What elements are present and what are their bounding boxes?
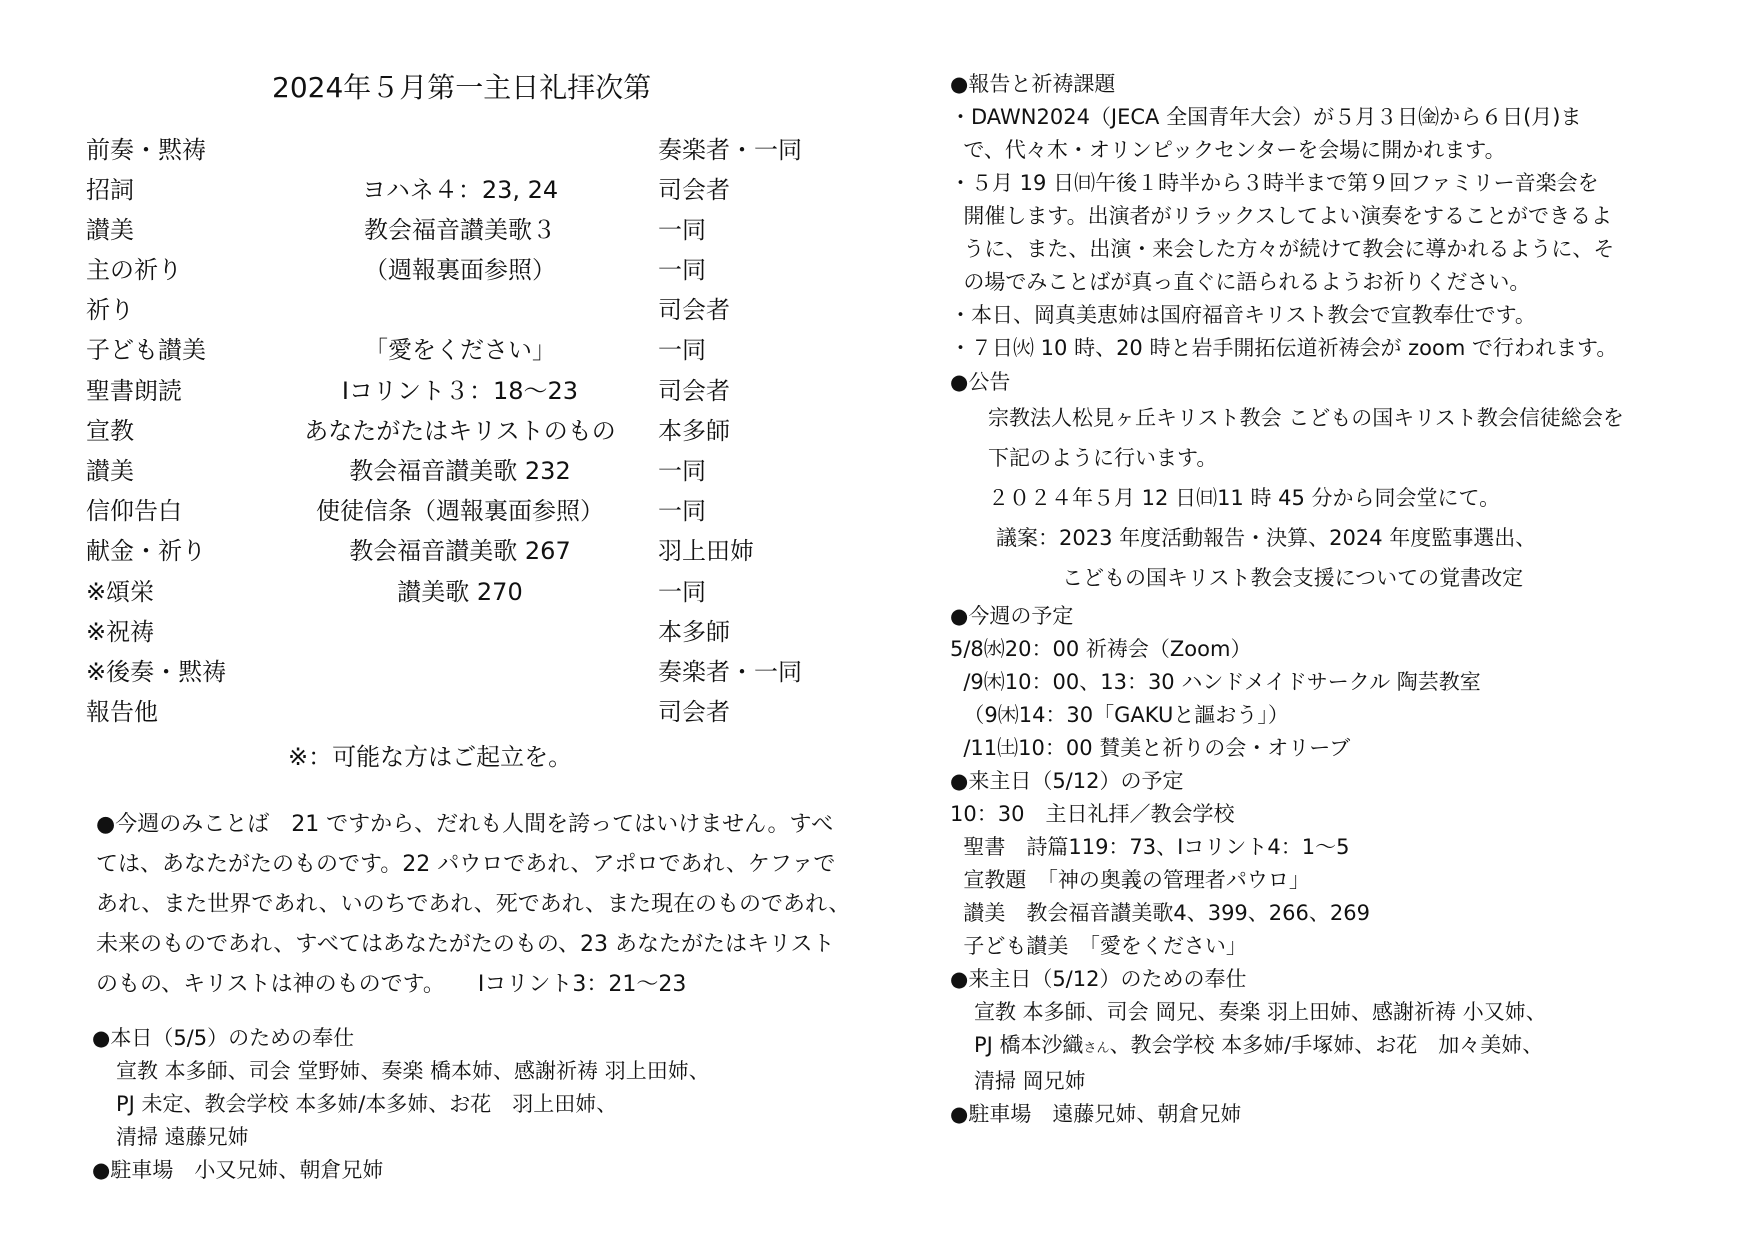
- next-sunday-line: 10：30 主日礼拝／教会学校: [950, 802, 1235, 826]
- order-detail: あなたがたはキリストのもの: [304, 417, 616, 445]
- verse-line: 未来のものであれ、すべてはあなたがたのもの、23 あなたがたはキリスト: [96, 932, 835, 957]
- verse-line: あれ、また世界であれ、いのちであれ、死であれ、また現在のものであれ、: [96, 892, 851, 917]
- week-schedule-heading: ●今週の予定: [950, 604, 1074, 628]
- order-item: 報告他: [86, 698, 158, 726]
- reports-section: [950, 68, 1617, 365]
- order-item: 讃美: [86, 457, 134, 485]
- next-sunday-line: 讃美 教会福音讃美歌4、399、266、269: [950, 901, 1370, 925]
- order-person: 本多師: [658, 417, 730, 445]
- report-line: ・本日、岡真美恵姉は国府福音キリスト教会で宣教奉仕です。: [950, 303, 1536, 327]
- next-sunday-line: 聖書 詩篇119：73、Ⅰコリント4：1〜5: [950, 835, 1350, 859]
- announcement-agenda: こどもの国キリスト教会支援についての覚書改定: [1062, 566, 1524, 590]
- order-person: 司会者: [658, 377, 730, 405]
- announcement-line: 下記のように行います。: [988, 446, 1218, 470]
- next-service-pj: PJ 橋本沙織: [974, 1033, 1084, 1057]
- next-service-line: 清掃 岡兄姉: [974, 1069, 1086, 1093]
- verse-line: のもの、キリストは神のものです。 Ⅰコリント3：21〜23: [96, 972, 687, 997]
- order-detail: （週報裏面参照）: [364, 256, 556, 284]
- order-person: 本多師: [658, 618, 730, 646]
- order-person: 一同: [658, 457, 706, 485]
- order-row: [0, 330, 860, 370]
- order-row: [0, 210, 860, 250]
- order-row: [0, 411, 860, 451]
- report-line: ・７日㈫ 10 時、20 時と岩手開拓伝道祈祷会が zoom で行われます。: [950, 336, 1618, 360]
- weekly-verse: [96, 805, 856, 1005]
- report-line: 開催します。出演者がリラックスしてよい演奏をすることができるよ: [950, 204, 1613, 228]
- order-person: 司会者: [658, 176, 730, 204]
- order-row: [0, 491, 860, 531]
- order-row: [0, 371, 860, 411]
- next-parking: ●駐車場 遠藤兄姉、朝倉兄姉: [950, 1102, 1242, 1126]
- order-detail: 教会福音讃美歌 267: [349, 537, 571, 565]
- order-detail: 使徒信条（週報裏面参照）: [316, 497, 604, 525]
- honorific-small: さん: [1083, 1041, 1110, 1056]
- verse-line: ては、あなたがたのものです。22 パウロであれ、アポロであれ、ケファで: [96, 852, 836, 877]
- order-person: 奏楽者・一同: [658, 136, 802, 164]
- report-line: で、代々木・オリンピックセンターを会場に開かれます。: [950, 138, 1506, 162]
- order-detail: 讃美歌 270: [397, 578, 523, 606]
- order-detail: Ⅰコリント３：18〜23: [341, 377, 579, 405]
- next-sunday-heading: ●来主日（5/12）の予定: [950, 769, 1184, 793]
- today-service-line: 宣教 本多師、司会 堂野姉、奏楽 橋本姉、感謝祈祷 羽上田姉、: [116, 1059, 710, 1083]
- order-detail: 教会福音讃美歌 232: [349, 457, 571, 485]
- next-sunday-line: 子ども讃美 「愛をください」: [950, 934, 1247, 958]
- order-row: [0, 612, 860, 652]
- today-service-section: [92, 1022, 710, 1187]
- schedule-line: /9㈭10：00、13：30 ハンドメイドサークル 陶芸教室: [950, 670, 1481, 694]
- announcement-date: ２０２４年５月 12 日㈰11 時 45 分から同会堂にて。: [988, 486, 1501, 510]
- order-detail: ヨハネ４：23, 24: [361, 176, 559, 204]
- next-service-line: 宣教 本多師、司会 岡兄、奏楽 羽上田姉、感謝祈祷 小又姉、: [974, 1000, 1547, 1024]
- report-line: うに、また、出演・来会した方々が続けて教会に導かれるように、そ: [950, 237, 1615, 261]
- week-schedule-section: [950, 600, 1547, 1131]
- order-row: [0, 130, 860, 170]
- announcement-line: 宗教法人松見ヶ丘キリスト教会 こどもの国キリスト教会信徒総会を: [988, 406, 1624, 430]
- order-item: 主の祈り: [86, 256, 182, 284]
- schedule-line: （9㈭14：30「GAKUと謳おう」）: [950, 703, 1289, 727]
- order-item: ※祝祷: [86, 618, 155, 646]
- order-item: 献金・祈り: [86, 537, 206, 565]
- today-service-line: PJ 未定、教会学校 本多姉/本多姉、お花 羽上田姉、: [116, 1092, 618, 1116]
- order-person: 一同: [658, 216, 706, 244]
- order-item: 招詞: [86, 176, 134, 204]
- order-person: 一同: [658, 578, 706, 606]
- order-row: [0, 290, 860, 330]
- schedule-line: 5/8㈬20：00 祈祷会（Zoom）: [950, 637, 1252, 661]
- today-service-heading: ●本日（5/5）のための奉仕: [92, 1026, 355, 1050]
- verse-line: ●今週のみことば 21 ですから、だれも人間を誇ってはいけません。すべ: [96, 812, 834, 837]
- schedule-line: /11㈯10：00 賛美と祈りの会・オリーブ: [950, 736, 1351, 760]
- next-service-heading: ●来主日（5/12）のための奉仕: [950, 967, 1247, 991]
- next-sunday-line: 宣教題 「神の奥義の管理者パウロ」: [950, 868, 1310, 892]
- order-person: 奏楽者・一同: [658, 658, 802, 686]
- next-service-pj-rest: 、教会学校 本多姉/手塚姉、お花 加々美姉、: [1109, 1033, 1544, 1057]
- order-item: 祈り: [86, 296, 134, 324]
- order-person: 司会者: [658, 698, 730, 726]
- order-item: 前奏・黙祷: [86, 136, 206, 164]
- order-item: ※後奏・黙祷: [86, 658, 227, 686]
- standing-note: ※：可能な方はご起立を。: [288, 743, 573, 771]
- order-person: 司会者: [658, 296, 730, 324]
- order-person: 一同: [658, 256, 706, 284]
- order-person: 羽上田姉: [658, 537, 754, 565]
- order-detail: 教会福音讃美歌３: [364, 216, 556, 244]
- order-row: [0, 692, 860, 732]
- report-line: の場でみことばが真っ直ぐに語られるようお祈りください。: [950, 270, 1531, 294]
- order-person: 一同: [658, 336, 706, 364]
- report-line: ・５月 19 日㈰午後１時半から３時半まで第９回ファミリー音楽会を: [950, 171, 1599, 195]
- order-person: 一同: [658, 497, 706, 525]
- order-item: 宣教: [86, 417, 134, 445]
- report-line: ・DAWN2024（JECA 全国青年大会）が５月３日㈮から６日(月)ま: [950, 105, 1582, 129]
- order-row: [0, 250, 860, 290]
- order-row: [0, 170, 860, 210]
- order-item: 子ども讃美: [86, 336, 206, 364]
- today-service-line: 清掃 遠藤兄姉: [116, 1125, 249, 1149]
- order-item: 聖書朗読: [86, 377, 182, 405]
- page-title: 2024年５月第一主日礼拝次第: [272, 71, 652, 104]
- order-item: 信仰告白: [86, 497, 182, 525]
- order-row: [0, 531, 860, 571]
- order-item: ※頌栄: [86, 578, 155, 606]
- announcement-heading: ●公告: [950, 370, 1011, 394]
- order-item: 讃美: [86, 216, 134, 244]
- next-service-line: [950, 1029, 1547, 1065]
- order-detail: 「愛をください」: [364, 336, 556, 364]
- order-row: [0, 451, 860, 491]
- order-row: [0, 652, 860, 692]
- order-row: [0, 572, 860, 612]
- today-parking: ●駐車場 小又兄姉、朝倉兄姉: [92, 1158, 384, 1182]
- announcement-agenda: 議案：2023 年度活動報告・決算、2024 年度監事選出、: [996, 526, 1537, 550]
- reports-heading: ●報告と祈祷課題: [950, 72, 1116, 96]
